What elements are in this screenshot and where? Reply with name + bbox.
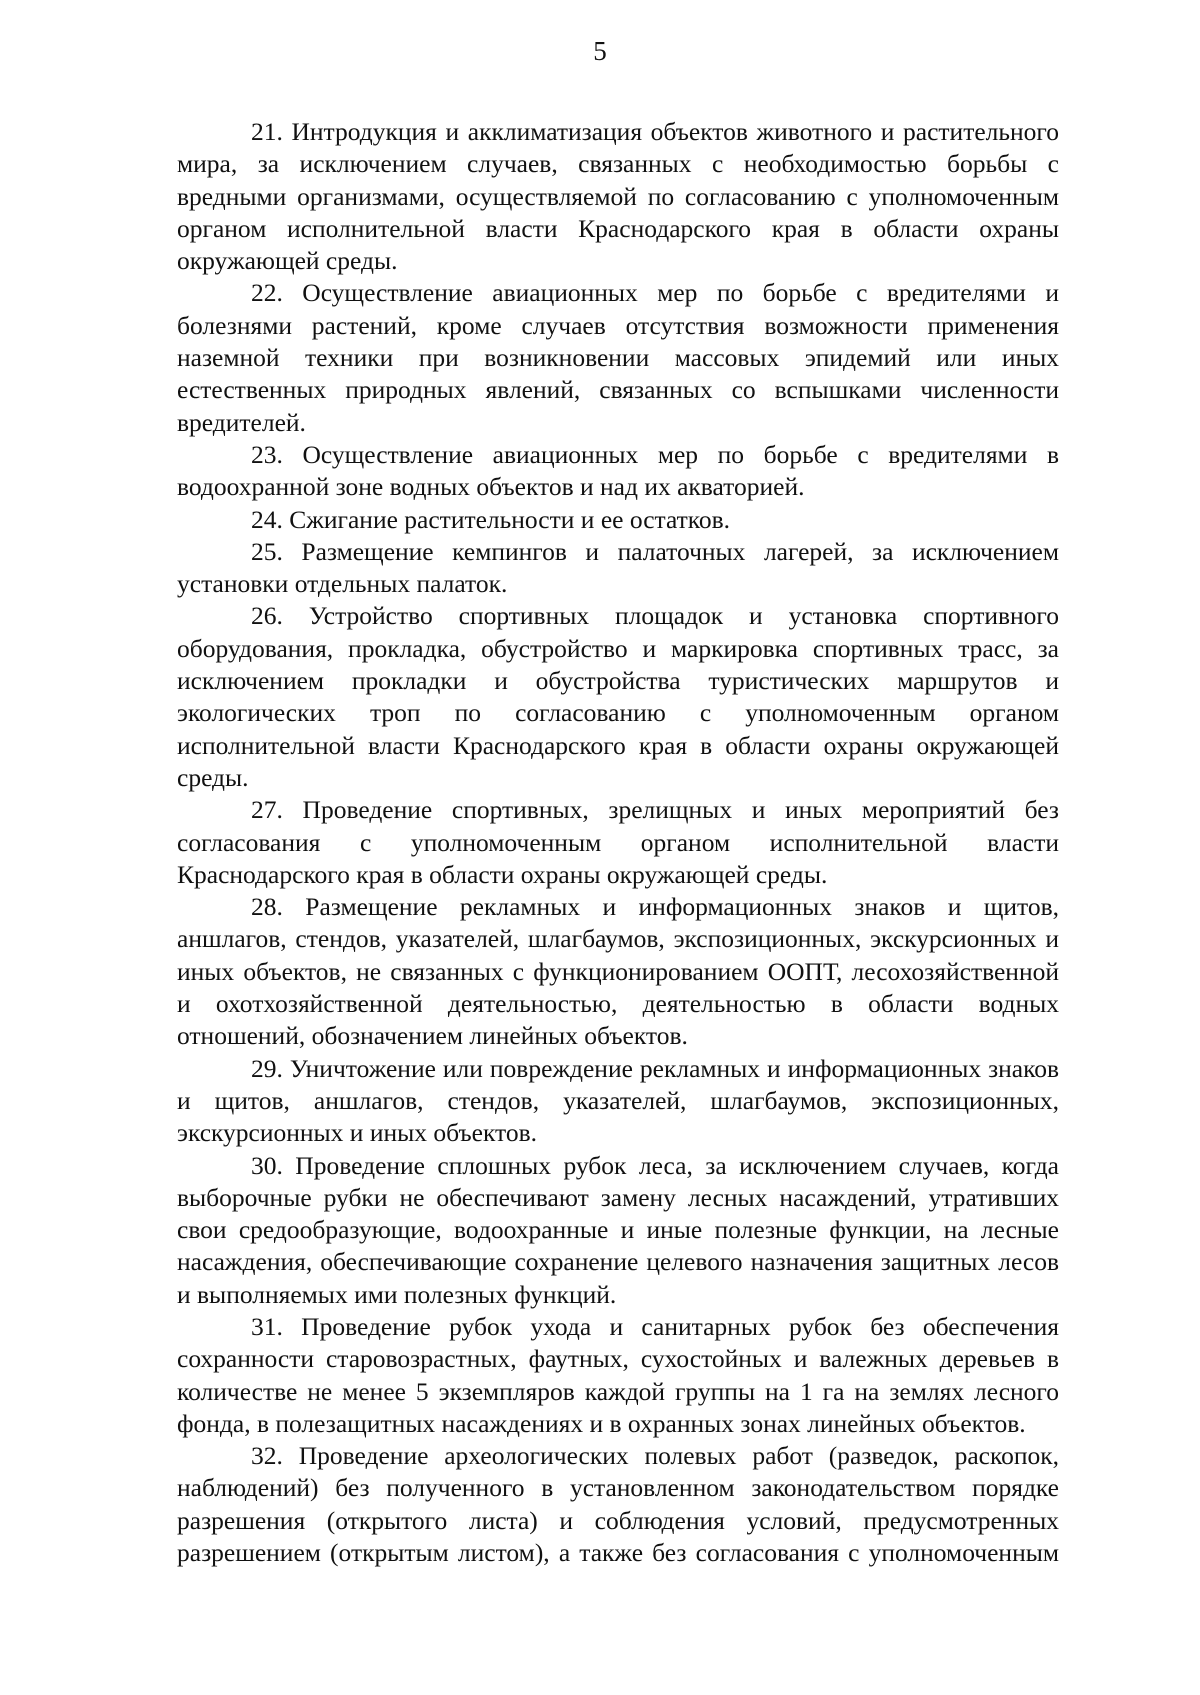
list-item-29: 29. Уничтожение или повреждение рекламных и информационных знаков и щитов, аншлагов, стендов, указателей, шлагбаумов, экспозиционных, экскурсионных и иных объектов. [177, 1053, 1059, 1148]
document-body [177, 116, 1059, 1569]
list-item-26: 26. Устройство спортивных площадок и установка спортивного оборудования, прокладка, обустройство и маркировка спортивных трасс, за исключением прокладки и обустройства туристических маршрутов и экологических троп по согласованию с уполномоченным органом исполнительной власти Краснодарского края в области охраны окружающей среды. [177, 601, 1059, 792]
list-item-23: 23. Осуществление авиационных мер по борьбе с вредителями в водоохранной зоне водных объектов и над их акваторией. [177, 439, 1059, 502]
list-item-22: 22. Осуществление авиационных мер по борьбе с вредителями и болезнями растений, кроме случаев отсутствия возможности применения наземной техники при возникновении массовых эпидемий или иных естественных природных явлений, связанных со вспышками численности вредителей. [177, 278, 1059, 437]
list-item-32: 32. Проведение археологических полевых работ (разведок, раскопок, наблюдений) без полученного в установленном законодательством порядке разрешения (открытого листа) и соблюдения условий, предусмотренных разрешением (открытым листом), а также без согласования с уполномоченным [177, 1441, 1059, 1568]
list-item-28: 28. Размещение рекламных и информационных знаков и щитов, аншлагов, стендов, указателей, шлагбаумов, экспозиционных, экскурсионных и иных объектов, не связанных с функционированием ООПТ, лесохозяйственной и охотхозяйственной деятельностью, деятельностью в области водных отношений, обозначением линейных объектов. [177, 892, 1059, 1051]
page-number: 5 [593, 36, 607, 66]
list-item-24: 24. Сжигание растительности и ее остатков. [251, 504, 731, 534]
list-item-30: 30. Проведение сплошных рубок леса, за исключением случаев, когда выборочные рубки не обеспечивают замену лесных насаждений, утративших свои средообразующие, водоохранные и иные полезные функции, на лесные насаждения, обеспечивающие сохранение целевого назначения защитных лесов и выполняемых ими полезных функций. [177, 1150, 1059, 1309]
list-item-25: 25. Размещение кемпингов и палаточных лагерей, за исключением установки отдельных палаток. [177, 536, 1059, 599]
list-item-27: 27. Проведение спортивных, зрелищных и иных мероприятий без согласования с уполномоченным органом исполнительной власти Краснодарского края в области охраны окружающей среды. [177, 795, 1059, 889]
list-item-31: 31. Проведение рубок ухода и санитарных рубок без обеспечения сохранности старовозрастных, фаутных, сухостойных и валежных деревьев в количестве не менее 5 экземпляров каждой группы на 1 га на землях лесного фонда, в полезащитных насаждениях и в охранных зонах линейных объектов. [177, 1311, 1059, 1438]
list-item-21: 21. Интродукция и акклиматизация объектов животного и растительного мира, за исключением случаев, связанных с необходимостью борьбы с вредными организмами, осуществляемой по согласованию с уполномоченным органом исполнительной власти Краснодарского края в области охраны окружающей среды. [177, 117, 1059, 276]
